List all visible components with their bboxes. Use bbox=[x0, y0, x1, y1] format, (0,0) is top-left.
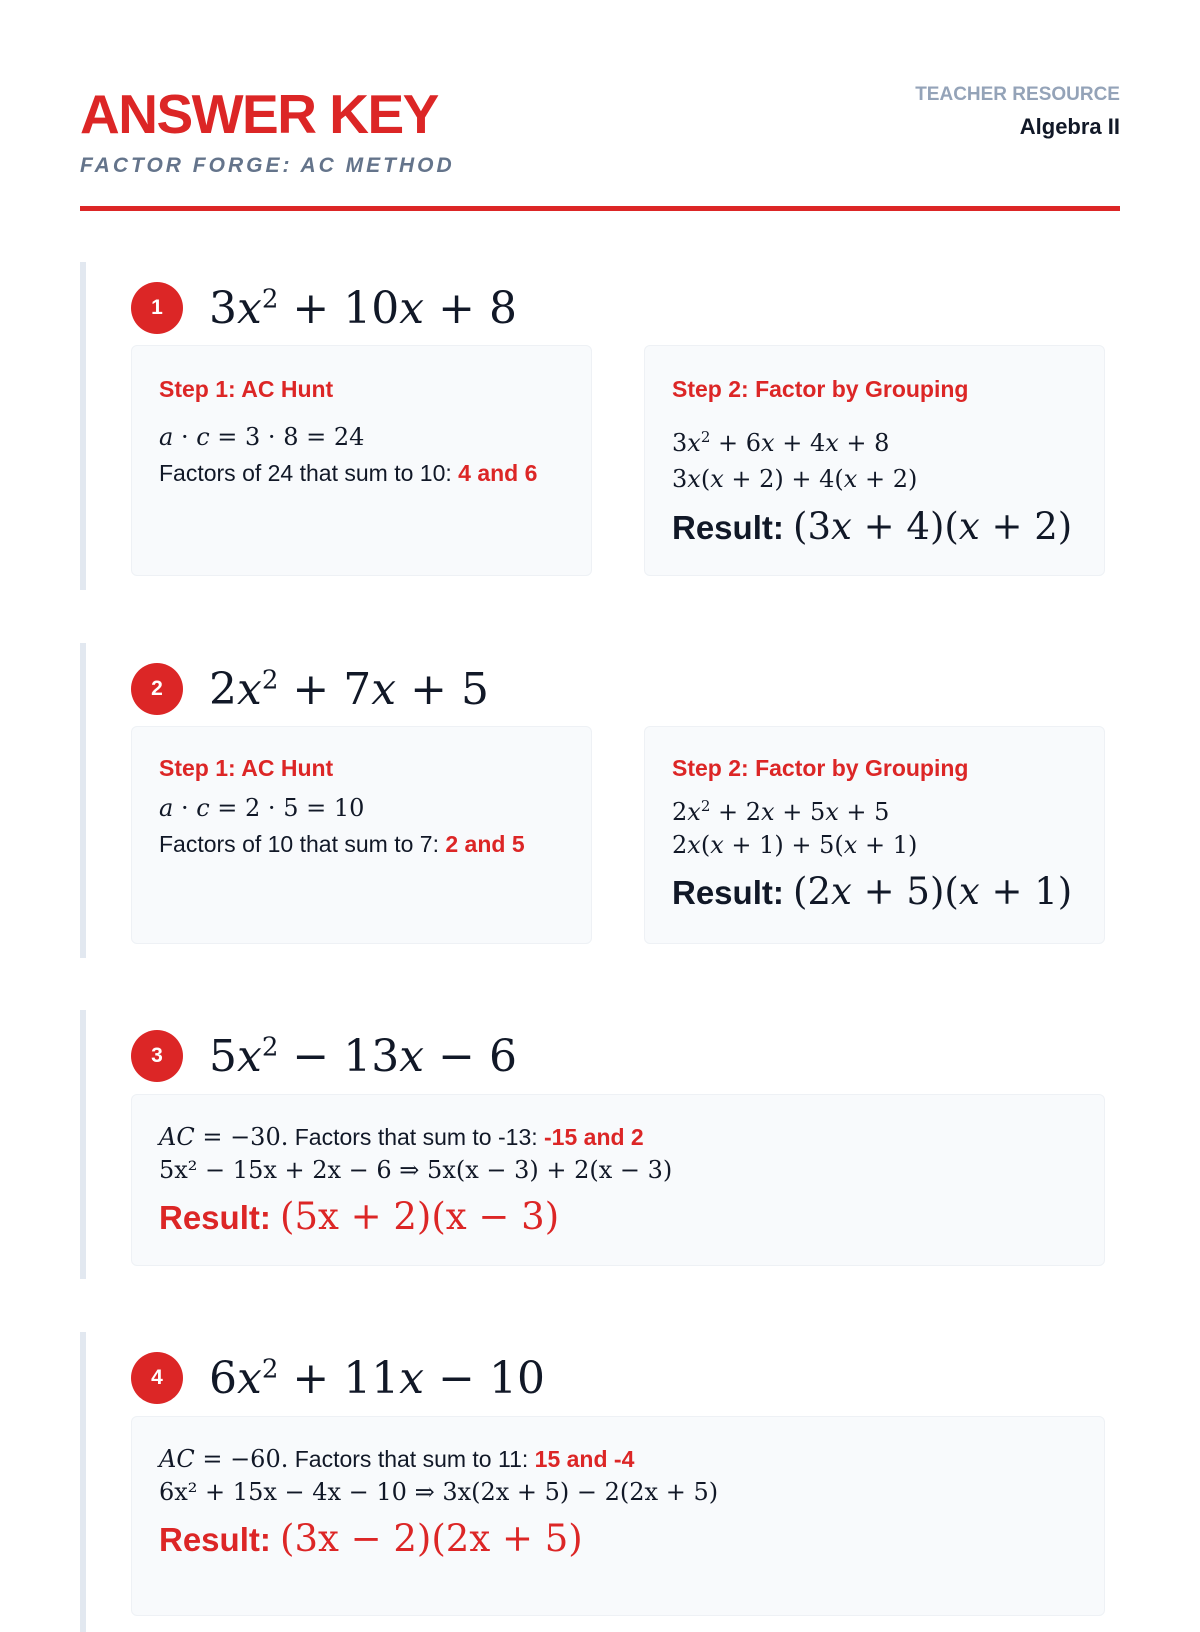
factor-pair: 15 and -4 bbox=[534, 1446, 635, 1472]
factor-pair: 4 and 6 bbox=[458, 460, 538, 486]
ac-calculation: a · c = 2 · 5 = 10 bbox=[159, 794, 365, 822]
problem-header bbox=[131, 663, 489, 715]
result-line: Result: (3x + 4)(x + 2) bbox=[672, 505, 1073, 548]
page-subtitle: FACTOR FORGE: AC METHOD bbox=[80, 154, 455, 177]
grouping-work: 6x² + 15x − 4x − 10 ⇒ 3x(2x + 5) − 2(2x + 5) bbox=[159, 1478, 719, 1506]
ac-line: AC = −30. Factors that sum to -13: -15 and 2 bbox=[159, 1123, 644, 1151]
step1-label: Step 1: AC Hunt bbox=[159, 755, 334, 781]
solution-card bbox=[131, 1094, 1105, 1266]
step1-card bbox=[131, 345, 592, 576]
resource-label: TEACHER RESOURCE bbox=[915, 84, 1120, 105]
step2-card bbox=[644, 726, 1105, 944]
solution-card bbox=[131, 1416, 1105, 1616]
factor-pair-line: Factors of 24 that sum to 10: 4 and 6 bbox=[159, 460, 538, 486]
problem-expression: $3x^2 + 10x + 8$ bbox=[209, 282, 517, 334]
problem-expression: $2x^2 + 7x + 5$ bbox=[209, 663, 489, 715]
step2-label: Step 2: Factor by Grouping bbox=[672, 755, 969, 781]
problem-expression: $6x^2 + 11x - 10$ bbox=[209, 1352, 545, 1404]
step1-label: Step 1: AC Hunt bbox=[159, 376, 334, 402]
ac-line: AC = −60. Factors that sum to 11: 15 and -4 bbox=[159, 1445, 635, 1473]
problem-4 bbox=[80, 1332, 1126, 1632]
problem-1 bbox=[80, 262, 1126, 590]
course-name: Algebra II bbox=[1019, 114, 1120, 139]
problem-number-badge: 2 bbox=[131, 663, 183, 715]
grouping-work: 5x² − 15x + 2x − 6 ⇒ 5x(x − 3) + 2(x − 3) bbox=[159, 1156, 673, 1184]
step2-label: Step 2: Factor by Grouping bbox=[672, 376, 969, 402]
header-divider bbox=[80, 206, 1120, 211]
problem-number-badge: 1 bbox=[131, 282, 183, 334]
problem-number-badge: 3 bbox=[131, 1030, 183, 1082]
factor-pair-line: Factors of 10 that sum to 7: 2 and 5 bbox=[159, 831, 525, 857]
split-middle-term: $3x^2 + 6x + 4x + 8$ bbox=[672, 428, 890, 457]
page-title: ANSWER KEY bbox=[80, 83, 438, 145]
problem-header bbox=[131, 1352, 545, 1404]
step1-card bbox=[131, 726, 592, 944]
grouping-line: 3x(x + 2) + 4(x + 2) bbox=[672, 465, 918, 493]
factor-pair: -15 and 2 bbox=[544, 1124, 644, 1150]
grouping-line: 2x(x + 1) + 5(x + 1) bbox=[672, 831, 918, 859]
ac-calculation: a · c = 3 · 8 = 24 bbox=[159, 423, 365, 451]
problem-expression: $5x^2 - 13x - 6$ bbox=[209, 1030, 517, 1082]
result-line: Result: (5x + 2)(x − 3) bbox=[159, 1195, 560, 1238]
result-line: Result: (2x + 5)(x + 1) bbox=[672, 870, 1073, 913]
problem-3 bbox=[80, 1010, 1126, 1279]
problem-number-badge: 4 bbox=[131, 1352, 183, 1404]
step2-card bbox=[644, 345, 1105, 576]
problem-2 bbox=[80, 643, 1126, 958]
split-middle-term: $2x^2 + 2x + 5x + 5$ bbox=[672, 797, 890, 826]
problem-header bbox=[131, 282, 517, 334]
header-meta bbox=[915, 84, 1120, 140]
factor-pair: 2 and 5 bbox=[445, 831, 525, 857]
problem-header bbox=[131, 1030, 517, 1082]
header bbox=[80, 84, 1120, 178]
result-line: Result: (3x − 2)(2x + 5) bbox=[159, 1517, 583, 1560]
